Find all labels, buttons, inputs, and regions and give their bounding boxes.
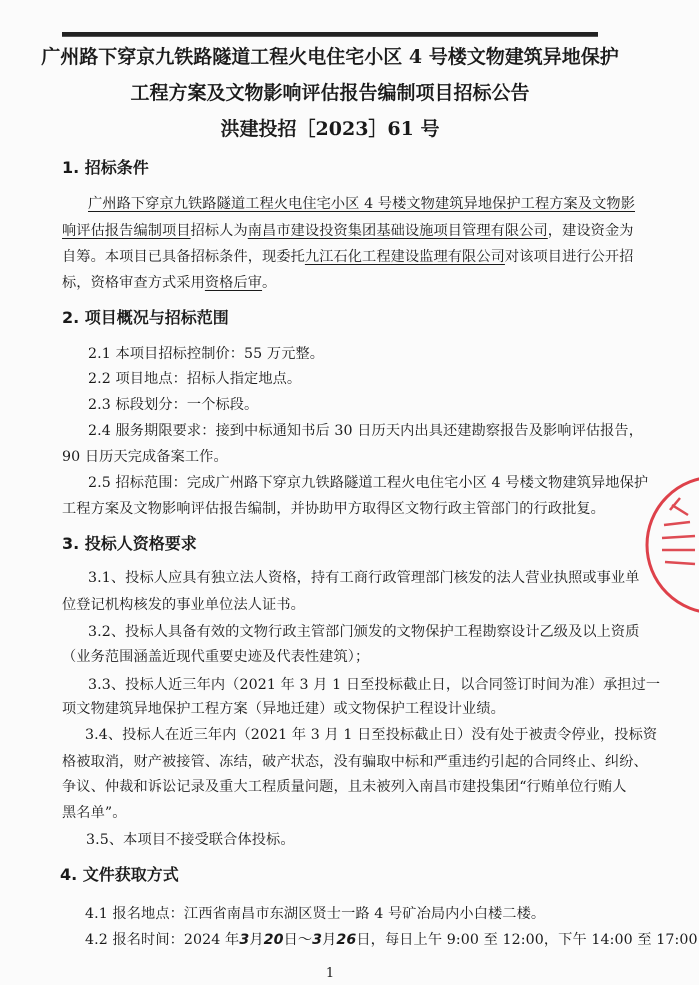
item-3-4-cont: 争议、仲裁和诉讼记录及重大工程质量问题，且未被列入南昌市建投集团“行贿单位行贿人 [62, 779, 627, 795]
section-4-heading: 4. 文件获取方式 [60, 865, 179, 884]
text: 月 [322, 932, 337, 948]
paragraph-line [88, 193, 635, 213]
agent-name: 九江石化工程建设监理有限公司 [304, 249, 505, 265]
item-3-4-cont: 格被取消，财产被接管、冻结，破产状态，没有骗取中标和严重违约引起的合同终止、纠纷、 [62, 754, 648, 770]
text: 月 [249, 932, 264, 948]
item-3-1-cont: 位登记机构核发的事业单位法人证书。 [62, 597, 305, 613]
official-seal-stamp [640, 470, 699, 620]
text: ，建设资金为 [547, 223, 634, 239]
item-4-2 [85, 929, 698, 949]
item-4-1: 4.1 报名地点：江西省南昌市东湖区贤士一路 4 号矿冶局内小白楼二楼。 [85, 906, 546, 922]
title-line-2: 工程方案及文物影响评估报告编制项目招标公告 [130, 82, 530, 104]
item-3-3: 3.3、投标人近三年内（2021 年 3 月 1 日至投标截止日，以合同签订时间为准）承担过一 [88, 677, 661, 693]
text: 对该项目进行公开招 [504, 249, 634, 265]
section-3-heading: 3. 投标人资格要求 [62, 534, 197, 553]
item-3-3-cont: 项文物建筑异地保护工程方案（异地迁建）或文物保护工程设计业绩。 [62, 701, 505, 717]
text: 日，每日上午 9:00 至 12:00，下午 14:00 至 17:00 [356, 932, 698, 948]
page-number: 1 [325, 966, 335, 981]
text: 。 [262, 275, 277, 291]
item-3-4: 3.4、投标人在近三年内（2021 年 3 月 1 日至投标截止日）没有处于被责令停业，投标资 [85, 727, 658, 743]
text: 日～ [283, 932, 313, 948]
paragraph-line [62, 220, 634, 240]
item-3-5: 3.5、本项目不接受联合体投标。 [86, 832, 295, 848]
handwritten-month: 3 [239, 932, 250, 948]
handwritten-month: 3 [312, 932, 323, 948]
item-3-2-cont: （业务范围涵盖近现代重要史迹及代表性建筑）； [62, 649, 370, 665]
section-1-heading: 1. 招标条件 [62, 158, 149, 177]
text: 4.2 报名时间：2024 年 [85, 932, 240, 948]
item-3-4-cont: 黑名单”。 [62, 805, 127, 821]
text: 自筹。本项目已具备招标条件，现委托 [62, 249, 305, 265]
item-3-1: 3.1、投标人应具有独立法人资格，持有工商行政管理部门核发的法人营业执照或事业单 [88, 570, 640, 586]
tenderer-name: 南昌市建设投资集团基础设施项目管理有限公司 [247, 223, 548, 239]
project-name-cont: 响评估报告编制项目 [62, 223, 191, 239]
header-rule [62, 32, 598, 37]
text: 招标人为 [190, 223, 248, 239]
item-2-4-cont: 90 日历天完成备案工作。 [62, 449, 228, 465]
item-3-2: 3.2、投标人具备有效的文物行政主管部门颁发的文物保护工程勘察设计乙级及以上资质 [88, 624, 640, 640]
item-2-4: 2.4 服务期限要求：接到中标通知书后 30 日历天内出具还建勘察报告及影响评估报告， [88, 423, 644, 439]
item-2-5: 2.5 招标范围：完成广州路下穿京九铁路隧道工程火电住宅小区 4 号楼文物建筑异地保护 [88, 475, 649, 491]
document-number: 洪建投招［2023］61 号 [220, 118, 440, 140]
text: 标，资格审查方式采用 [62, 275, 205, 291]
paragraph-line [62, 246, 634, 266]
project-name: 广州路下穿京九铁路隧道工程火电住宅小区 4 号楼文物建筑异地保护工程方案及文物影 [88, 196, 635, 212]
item-2-3: 2.3 标段划分：一个标段。 [88, 397, 259, 413]
item-2-1: 2.1 本项目招标控制价：55 万元整。 [88, 346, 325, 362]
handwritten-day: 20 [263, 932, 284, 948]
item-2-2: 2.2 项目地点：招标人指定地点。 [88, 371, 302, 387]
review-method: 资格后审 [204, 275, 263, 291]
title-line-1: 广州路下穿京九铁路隧道工程火电住宅小区 4 号楼文物建筑异地保护 [41, 46, 619, 68]
item-2-5-cont: 工程方案及文物影响评估报告编制，并协助甲方取得区文物行政主管部门的行政批复。 [62, 501, 605, 517]
handwritten-day: 26 [336, 932, 357, 948]
paragraph-line [62, 272, 276, 292]
section-2-heading: 2. 项目概况与招标范围 [62, 308, 229, 327]
